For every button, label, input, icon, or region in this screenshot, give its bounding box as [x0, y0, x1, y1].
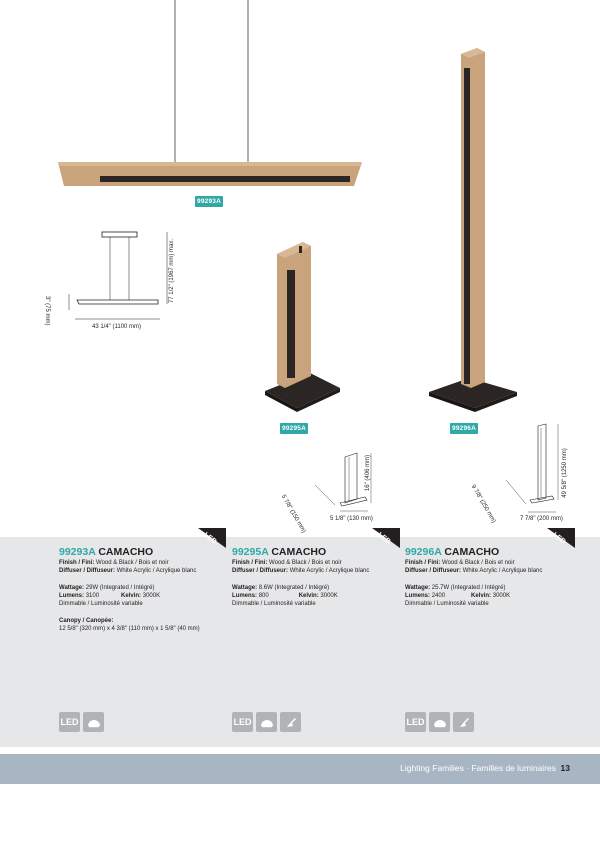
lumens-kelvin-line: Lumens: 800 Kelvin: 3000K	[232, 593, 338, 599]
finish-line: Finish / Fini: Wood & Black / Bois et noir	[232, 560, 342, 566]
product-info-99296a	[405, 546, 575, 608]
product-title: 99293A CAMACHO	[59, 546, 154, 558]
dimmable-line: Dimmable / Luminosité variable	[405, 601, 489, 607]
wattage-line: Wattage: 8.6W (Integrated / Intégré)	[232, 585, 330, 591]
table-lamp-height-dim: 16" (406 mm)	[365, 454, 372, 492]
finish-line: Finish / Fini: Wood & Black / Bois et noir	[405, 560, 515, 566]
table-lamp-dimension-drawing	[295, 445, 385, 525]
table-lamp-photo	[255, 236, 345, 416]
finish-line: Finish / Fini: Wood & Black / Bois et noir	[59, 560, 169, 566]
dimmable-icon	[429, 712, 450, 732]
led-icon: LED	[405, 712, 426, 732]
pendant-dimension-drawing	[55, 222, 185, 332]
dimmable-line: Dimmable / Luminosité variable	[59, 601, 143, 607]
floor-lamp-depth-dim: 9 7/8" (250 mm)	[469, 484, 497, 525]
product-title: 99295A CAMACHO	[232, 546, 327, 558]
floor-lamp-height-dim: 49 5/8" (1250 mm)	[561, 448, 568, 498]
feature-icons-99293a	[59, 712, 104, 732]
product-tag-99296a: 99296A	[450, 423, 478, 434]
dimmable-line: Dimmable / Luminosité variable	[232, 601, 316, 607]
led-icon: LED	[59, 712, 80, 732]
page-number: 13	[560, 763, 570, 773]
wattage-line: Wattage: 25.7W (Integrated / Intégré)	[405, 585, 506, 591]
canopy-label: Canopy / Canopée:	[59, 618, 114, 624]
page-footer	[0, 754, 600, 784]
led-badge-2-label: LED	[376, 531, 392, 546]
diffuser-line: Diffuser / Diffuseur: White Acrylic / Acrylique blanc	[232, 568, 370, 574]
floor-lamp-dimension-drawing	[490, 420, 570, 520]
led-icon: LED	[232, 712, 253, 732]
led-badge-1-label: LED	[202, 531, 218, 546]
pendant-width-dim: 43 1/4" (1100 mm)	[92, 324, 142, 330]
footer-text: Lighting Families · Familles de luminaires	[400, 763, 556, 773]
dimmable-icon	[83, 712, 104, 732]
floor-lamp-width-dim: 7 7/8" (200 mm)	[520, 516, 563, 522]
product-info-99295a	[232, 546, 402, 608]
table-lamp-width-dim: 5 1/8" (130 mm)	[330, 516, 373, 522]
table-lamp-depth-dim: 5 7/8" (150 mm)	[279, 494, 307, 535]
pendant-photo	[50, 0, 370, 200]
product-info-99293a	[59, 546, 229, 633]
floor-lamp-photo	[425, 40, 525, 420]
dimmable-icon	[256, 712, 277, 732]
touch-icon	[453, 712, 474, 732]
pendant-drop-dim: 3" (75 mm)	[44, 296, 50, 326]
lumens-kelvin-line: Lumens: 3100 Kelvin: 3000K	[59, 593, 161, 599]
wattage-line: Wattage: 29W (Integrated / Intégré)	[59, 585, 155, 591]
product-tag-99295a: 99295A	[280, 423, 308, 434]
canopy-value: 12 5/8" (320 mm) x 4 3/8" (110 mm) x 1 5/8" (40 mm)	[59, 626, 200, 632]
led-badge-3-label: LED	[551, 531, 567, 546]
lumens-kelvin-line: Lumens: 2400 Kelvin: 3000K	[405, 593, 511, 599]
product-title: 99296A CAMACHO	[405, 546, 500, 558]
touch-icon	[280, 712, 301, 732]
diffuser-line: Diffuser / Diffuseur: White Acrylic / Acrylique blanc	[59, 568, 197, 574]
feature-icons-99296a	[405, 712, 474, 732]
diffuser-line: Diffuser / Diffuseur: White Acrylic / Acrylique blanc	[405, 568, 543, 574]
pendant-height-dim: 77 1/2" (1967 mm) max.	[169, 238, 176, 304]
product-tag-99293a: 99293A	[195, 196, 223, 207]
feature-icons-99295a	[232, 712, 301, 732]
